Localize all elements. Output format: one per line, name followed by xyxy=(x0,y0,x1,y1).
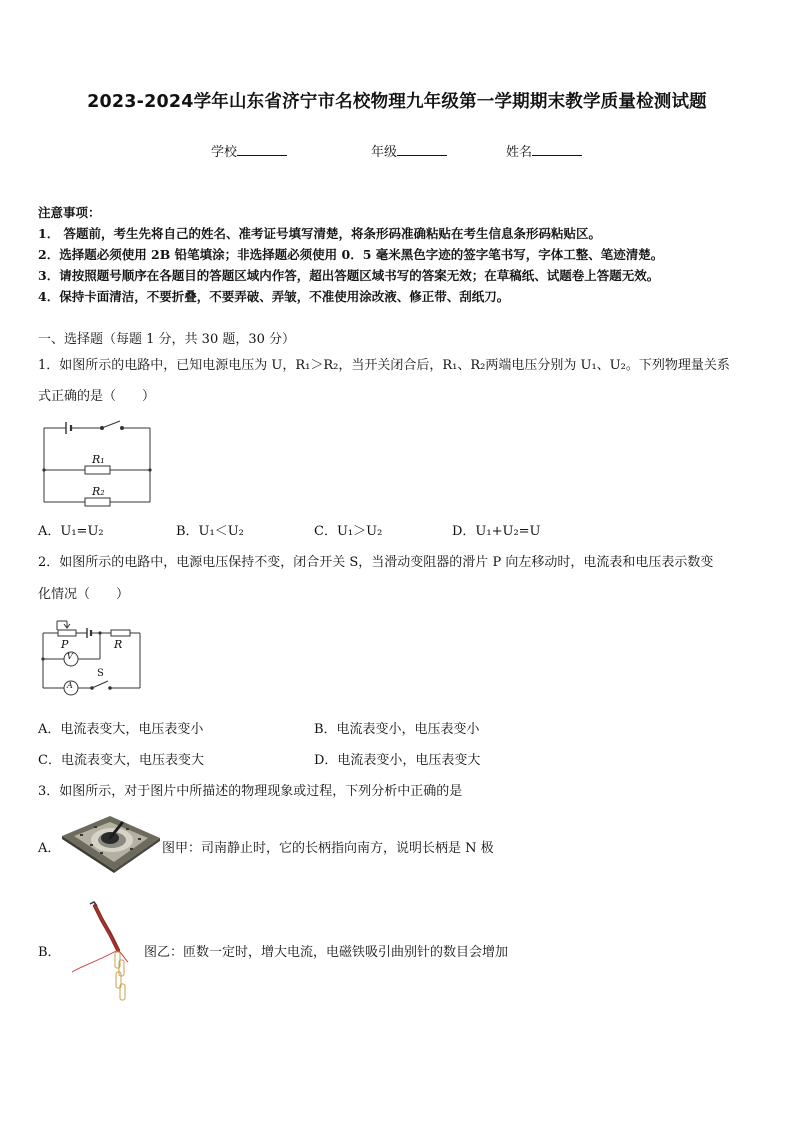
grade-field xyxy=(371,141,447,160)
page-title: 2023-2024学年山东省济宁市名校物理九年级第一学期期末教学质量检测试题 xyxy=(87,92,707,112)
q1-option-d[interactable]: D．U₁+U₂=U xyxy=(452,524,541,539)
q3-stem: 3．如图所示，对于图片中所描述的物理现象或过程，下列分析中正确的是 xyxy=(38,784,463,799)
school-field xyxy=(211,141,287,160)
name-blank[interactable] xyxy=(532,143,582,156)
sinan-compass-image xyxy=(60,808,162,874)
q2-fig-a-label: A xyxy=(67,681,73,690)
q2-option-b[interactable]: B．电流表变小，电压表变小 xyxy=(314,722,480,737)
q2-fig-s-label: S xyxy=(97,668,104,679)
q2-option-c[interactable]: C．电流表变大，电压表变大 xyxy=(38,753,204,768)
q3-option-b-text: 图乙：匝数一定时，增大电流，电磁铁吸引曲别针的数目会增加 xyxy=(144,945,509,960)
section-heading: 一、选择题（每题 1 分，共 30 题，30 分） xyxy=(38,332,296,347)
q3-option-a-label[interactable]: A． xyxy=(38,841,61,856)
note-item-4: 4．保持卡面清洁，不要折叠，不要弄破、弄皱，不准使用涂改液、修正带、刮纸刀。 xyxy=(38,289,510,304)
q1-option-b[interactable]: B．U₁＜U₂ xyxy=(176,524,244,539)
electromagnet-paperclip-image xyxy=(70,900,134,1004)
q2-fig-p-label: P xyxy=(61,638,69,651)
name-field xyxy=(506,141,582,160)
school-blank[interactable] xyxy=(237,143,287,156)
q2-option-d[interactable]: D．电流表变小，电压表变大 xyxy=(314,753,481,768)
note-item-1: 1． 答题前，考生先将自己的姓名、准考证号填写清楚，将条形码准确粘贴在考生信息条形码粘贴区。 xyxy=(38,226,602,241)
grade-label: 年级 xyxy=(371,145,398,160)
q2-stem-line1: 2．如图所示的电路中，电源电压保持不变，闭合开关 S，当滑动变阻器的滑片 P 向左移动时，电流表和电压表示数变 xyxy=(38,555,714,570)
q2-fig-v-label: V xyxy=(67,652,73,661)
q1-stem-line2: 式正确的是（ ） xyxy=(38,389,156,404)
q1-stem-line1: 1．如图所示的电路中，已知电源电压为 U，R₁＞R₂，当开关闭合后，R₁、R₂两端电压分别为 U₁、U₂。下列物理量关系 xyxy=(38,358,730,373)
grade-blank[interactable] xyxy=(397,143,447,156)
notes-heading: 注意事项： xyxy=(38,205,101,220)
q3-option-a-text: 图甲：司南静止时，它的长柄指向南方，说明长柄是 N 极 xyxy=(162,841,494,856)
q1-option-a[interactable]: A．U₁=U₂ xyxy=(38,524,104,539)
q1-option-c[interactable]: C．U₁＞U₂ xyxy=(314,524,383,539)
q2-stem-line2: 化情况（ ） xyxy=(38,587,130,602)
q2-fig-r-label: R xyxy=(114,638,123,651)
q2-option-a[interactable]: A．电流表变大，电压表变小 xyxy=(38,722,204,737)
q3-option-b-label[interactable]: B． xyxy=(38,945,61,960)
school-label: 学校 xyxy=(211,145,238,160)
q2-circuit-diagram xyxy=(40,618,144,694)
note-item-3: 3．请按照题号顺序在各题目的答题区域内作答，超出答题区域书写的答案无效；在草稿纸、试题卷上答题无效。 xyxy=(38,268,660,283)
q1-fig-r2-label: R₂ xyxy=(92,485,105,498)
note-item-2: 2．选择题必须使用 2B 铅笔填涂；非选择题必须使用 0．5 毫米黑色字迹的签字笔书写，字体工整、笔迹清楚。 xyxy=(38,247,664,262)
name-label: 姓名 xyxy=(506,145,533,160)
q1-fig-r1-label: R₁ xyxy=(92,453,105,466)
